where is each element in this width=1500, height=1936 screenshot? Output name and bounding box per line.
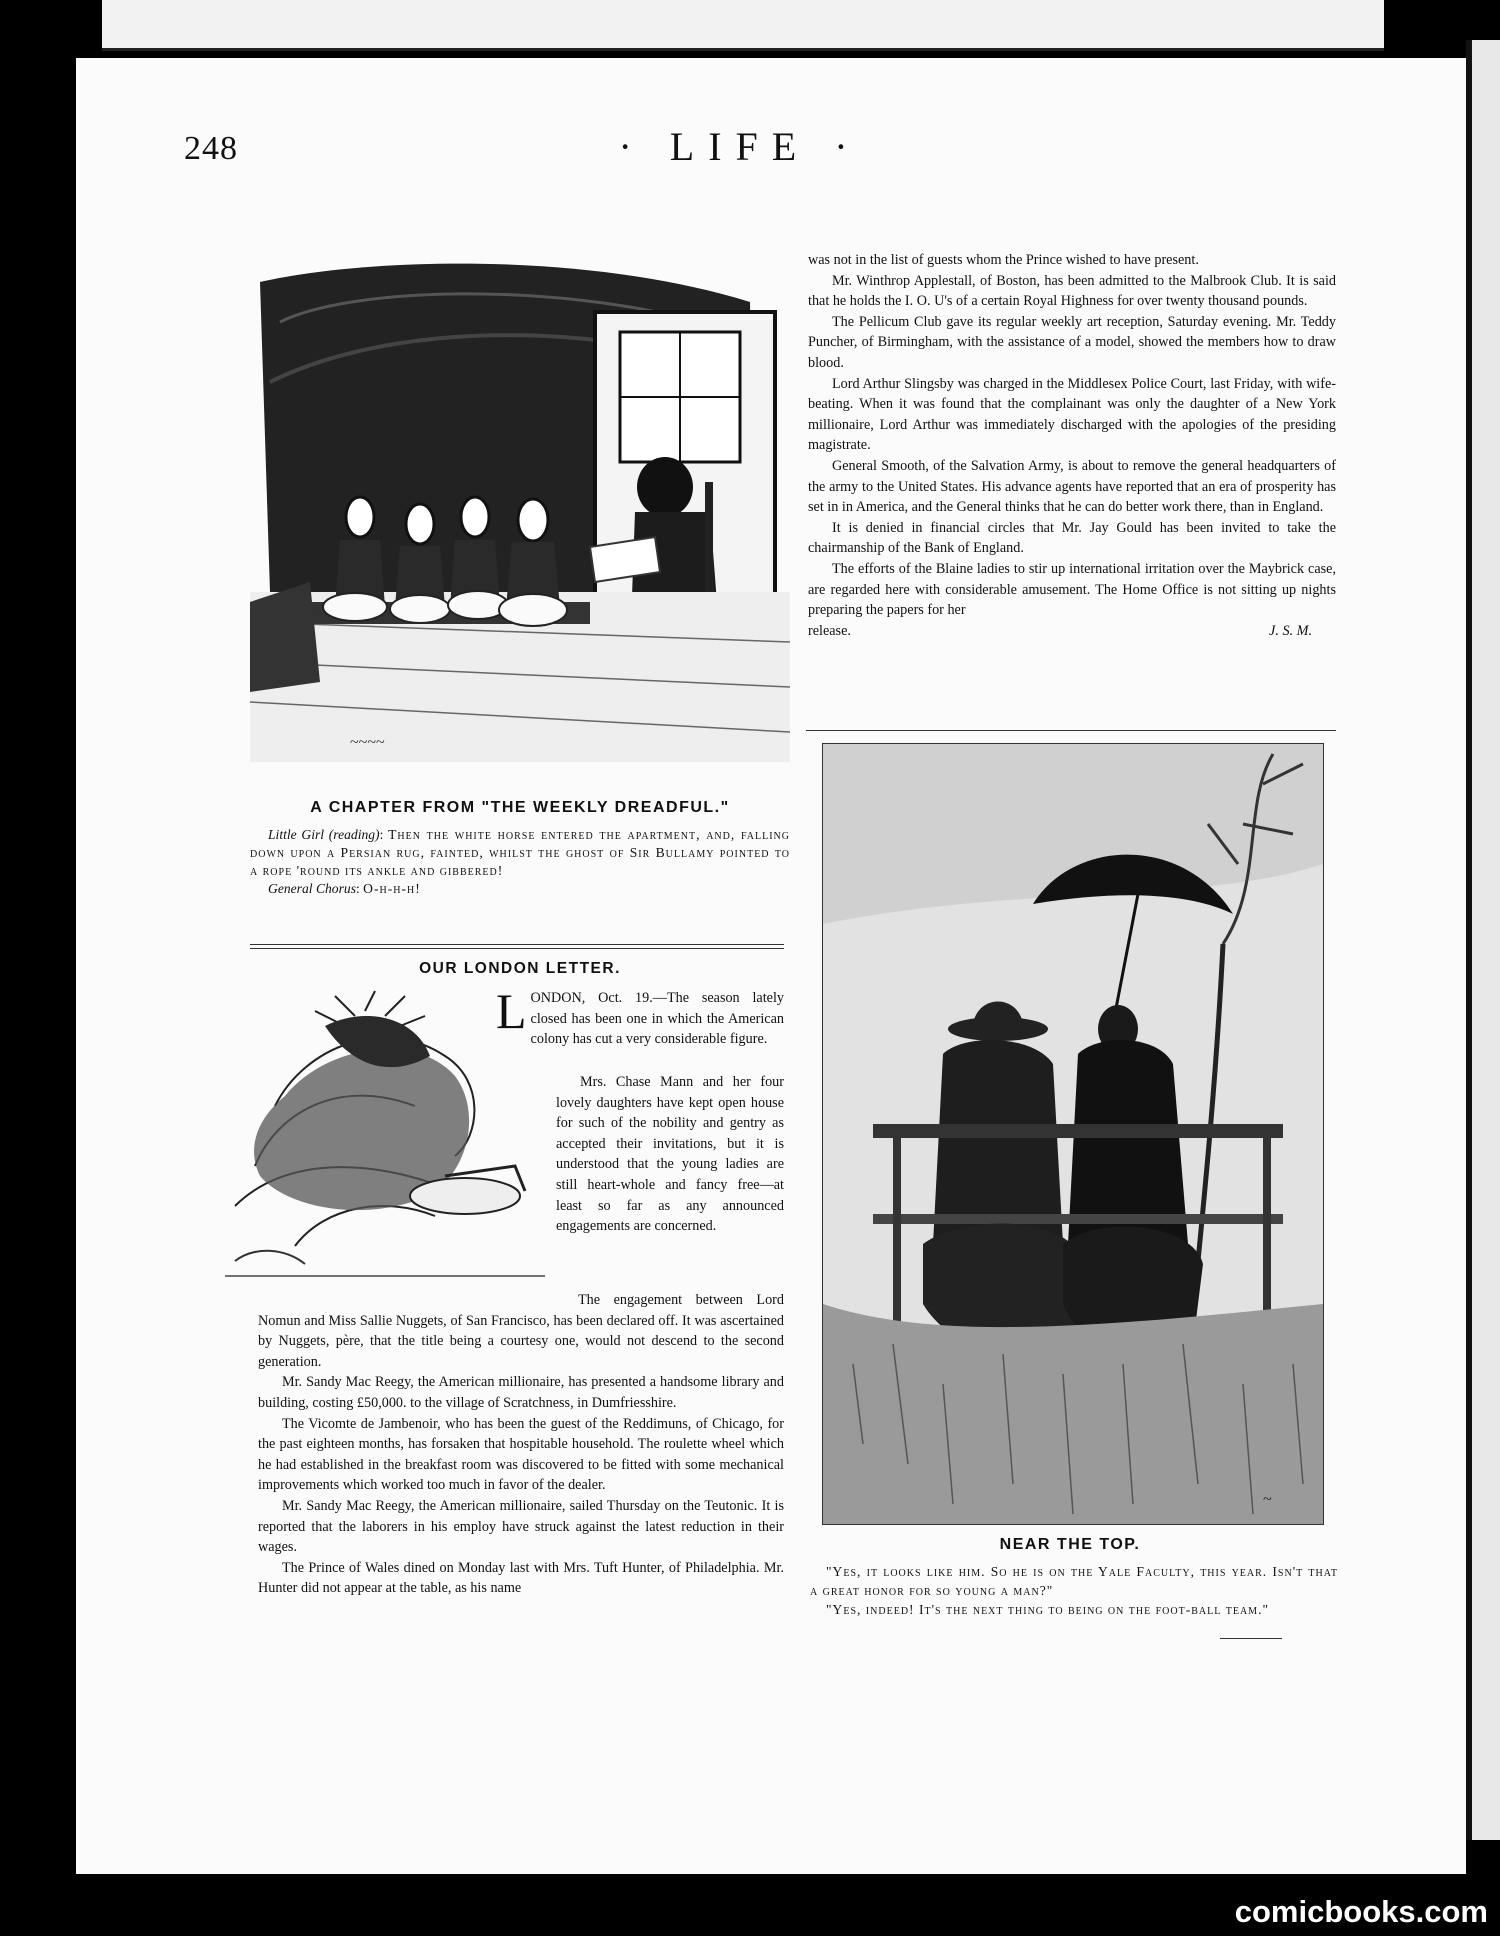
weekly-dreadful-illustration — [250, 262, 790, 762]
near-the-top-caption — [810, 1562, 1338, 1619]
letter-paragraph: General Smooth, of the Salvation Army, is about to remove the general headquarters of the army to the United States. His advance agents have reported that an era of prosperity has set in in America, and the General thinks that he can do better work there, than in England. — [808, 457, 1336, 516]
speaker-little-girl: Little Girl (reading) — [268, 827, 380, 842]
children-reading-drawing — [250, 262, 790, 762]
dropcap-letter: L — [496, 983, 527, 1039]
weekly-dreadful-caption — [250, 826, 790, 898]
page-number: 248 — [184, 130, 238, 167]
letter-paragraph: Mrs. Chase Mann and her four lovely daughters have kept open house for such of the nobility and gentry as accepted their invitations, but it is understood that the young ladies are still heart-whole and fancy free—at least so far as any announced engagements are concerned. — [556, 1074, 784, 1235]
letter-lead-paragraph — [496, 983, 784, 1050]
letter-paragraph: Lord Arthur Slingsby was charged in the Middlesex Police Court, last Friday, with wife-beating. When it was found that the complainant was only the daughter of a New York millionaire, Lord Arthur was immediately discharged with the apologies of the presiding magistrate. — [808, 375, 1336, 454]
letter-paragraph: Mr. Winthrop Applestall, of Boston, has been admitted to the Malbrook Club. It is said that he holds the I. O. U's of a certain Royal Highness for over twenty thousand pounds. — [808, 272, 1336, 310]
letter-continued: was not in the list of guests whom the Prince wished to have present. — [808, 252, 1199, 268]
section-divider — [250, 948, 784, 949]
letter-paragraph: The engagement between Lord Nomun and Miss Sallie Nuggets, of San Francisco, has been declared off. It was ascertained by Nuggets, père, that the title being a courtesy one, would not descend to the second generation. — [258, 1292, 784, 1370]
letter-paragraph: It is denied in financial circles that Mr. Jay Gould has been invited to take the chairmanship of the Bank of England. — [808, 519, 1336, 557]
speaker-general-chorus: General Chorus — [268, 881, 356, 896]
masthead: · LIFE · — [618, 124, 862, 169]
right-column — [808, 250, 1336, 641]
letter-paragraph: The Vicomte de Jambenoir, who has been the guest of the Reddimuns, of Chicago, for the past eighteen months, has forsaken that hospitable household. The roulette wheel which he had established in the breakfast room was discovered to be fitted with some mechanical improvements which worked too much in favor of the dealer. — [258, 1415, 784, 1494]
women-on-bench-drawing — [823, 744, 1323, 1524]
left-column-full — [258, 1290, 784, 1599]
caption-line-2 — [250, 880, 790, 898]
near-the-top-illustration — [822, 743, 1324, 1525]
speaker-separator: : — [355, 881, 364, 896]
letter-paragraph: The efforts of the Blaine ladies to stir up international irritation over the Maybrick case, are regarded here with considerable amusement. The Home Office is not sitting up nights preparing the papers for her — [808, 560, 1336, 619]
site-watermark: comicbooks.com — [1234, 1894, 1488, 1929]
caption-line-1 — [250, 826, 790, 880]
previous-page-edge — [102, 0, 1384, 51]
svg-text:~~~~: ~~~~ — [350, 734, 385, 751]
caption-text-1: "Yes, it looks like him. So he is on the Yale Faculty, this year. Isn't that a great honor for so young a man?" — [810, 1564, 1338, 1598]
caption-text-2: "Yes, indeed! It's the next thing to being on the foot-ball team." — [826, 1602, 1270, 1617]
column-divider — [806, 730, 1336, 731]
letter-paragraph: Mr. Sandy Mac Reegy, the American millionaire, has presented a handsome library and building, costing £50,000. to the village of Scratchness, in Dumfriesshire. — [258, 1374, 784, 1411]
left-column — [496, 983, 784, 1050]
next-page-edge — [1466, 40, 1500, 1840]
section-divider — [250, 944, 784, 945]
letter-paragraph: Mr. Sandy Mac Reegy, the American millionaire, sailed Thursday on the Teutonic. It is reported that the laborers in his employ have struck against the latest reduction in their wages. — [258, 1497, 784, 1556]
svg-text:~: ~ — [1263, 1491, 1272, 1508]
letter-lead-text: ONDON, Oct. 19.—The season lately closed has been one in which the American colony has cut a very considerable figure. — [530, 990, 784, 1048]
letter-paragraph: The Pellicum Club gave its regular weekly art reception, Saturday evening. Mr. Teddy Puncher, of Birmingham, with the assistance of a model, showed the members how to draw blood. — [808, 313, 1336, 371]
left-column-indented — [556, 1072, 784, 1237]
letter-signature: J. S. M. — [1269, 622, 1312, 639]
weekly-dreadful-title: A CHAPTER FROM "THE WEEKLY DREADFUL." — [310, 799, 730, 816]
letter-signoff — [808, 621, 1336, 642]
end-rule — [1220, 1638, 1282, 1639]
caption-text-2: O-h-h-h! — [363, 881, 421, 896]
speaker-separator: : — [379, 827, 389, 842]
london-letter-heading: OUR LONDON LETTER. — [419, 960, 621, 977]
near-the-top-title: NEAR THE TOP. — [999, 1536, 1141, 1553]
letter-paragraph: The Prince of Wales dined on Monday last with Mrs. Tuft Hunter, of Philadelphia. Mr. Hunter did not appear at the table, as his name — [258, 1559, 784, 1597]
caption-text-1: Then the white horse entered the apartment, and, falling down upon a Persian rug, fainted, whilst the ghost of Sir Bullamy pointed to a rope 'round its ankle and gibbered! — [250, 827, 790, 878]
letter-final-word: release. — [808, 622, 851, 639]
